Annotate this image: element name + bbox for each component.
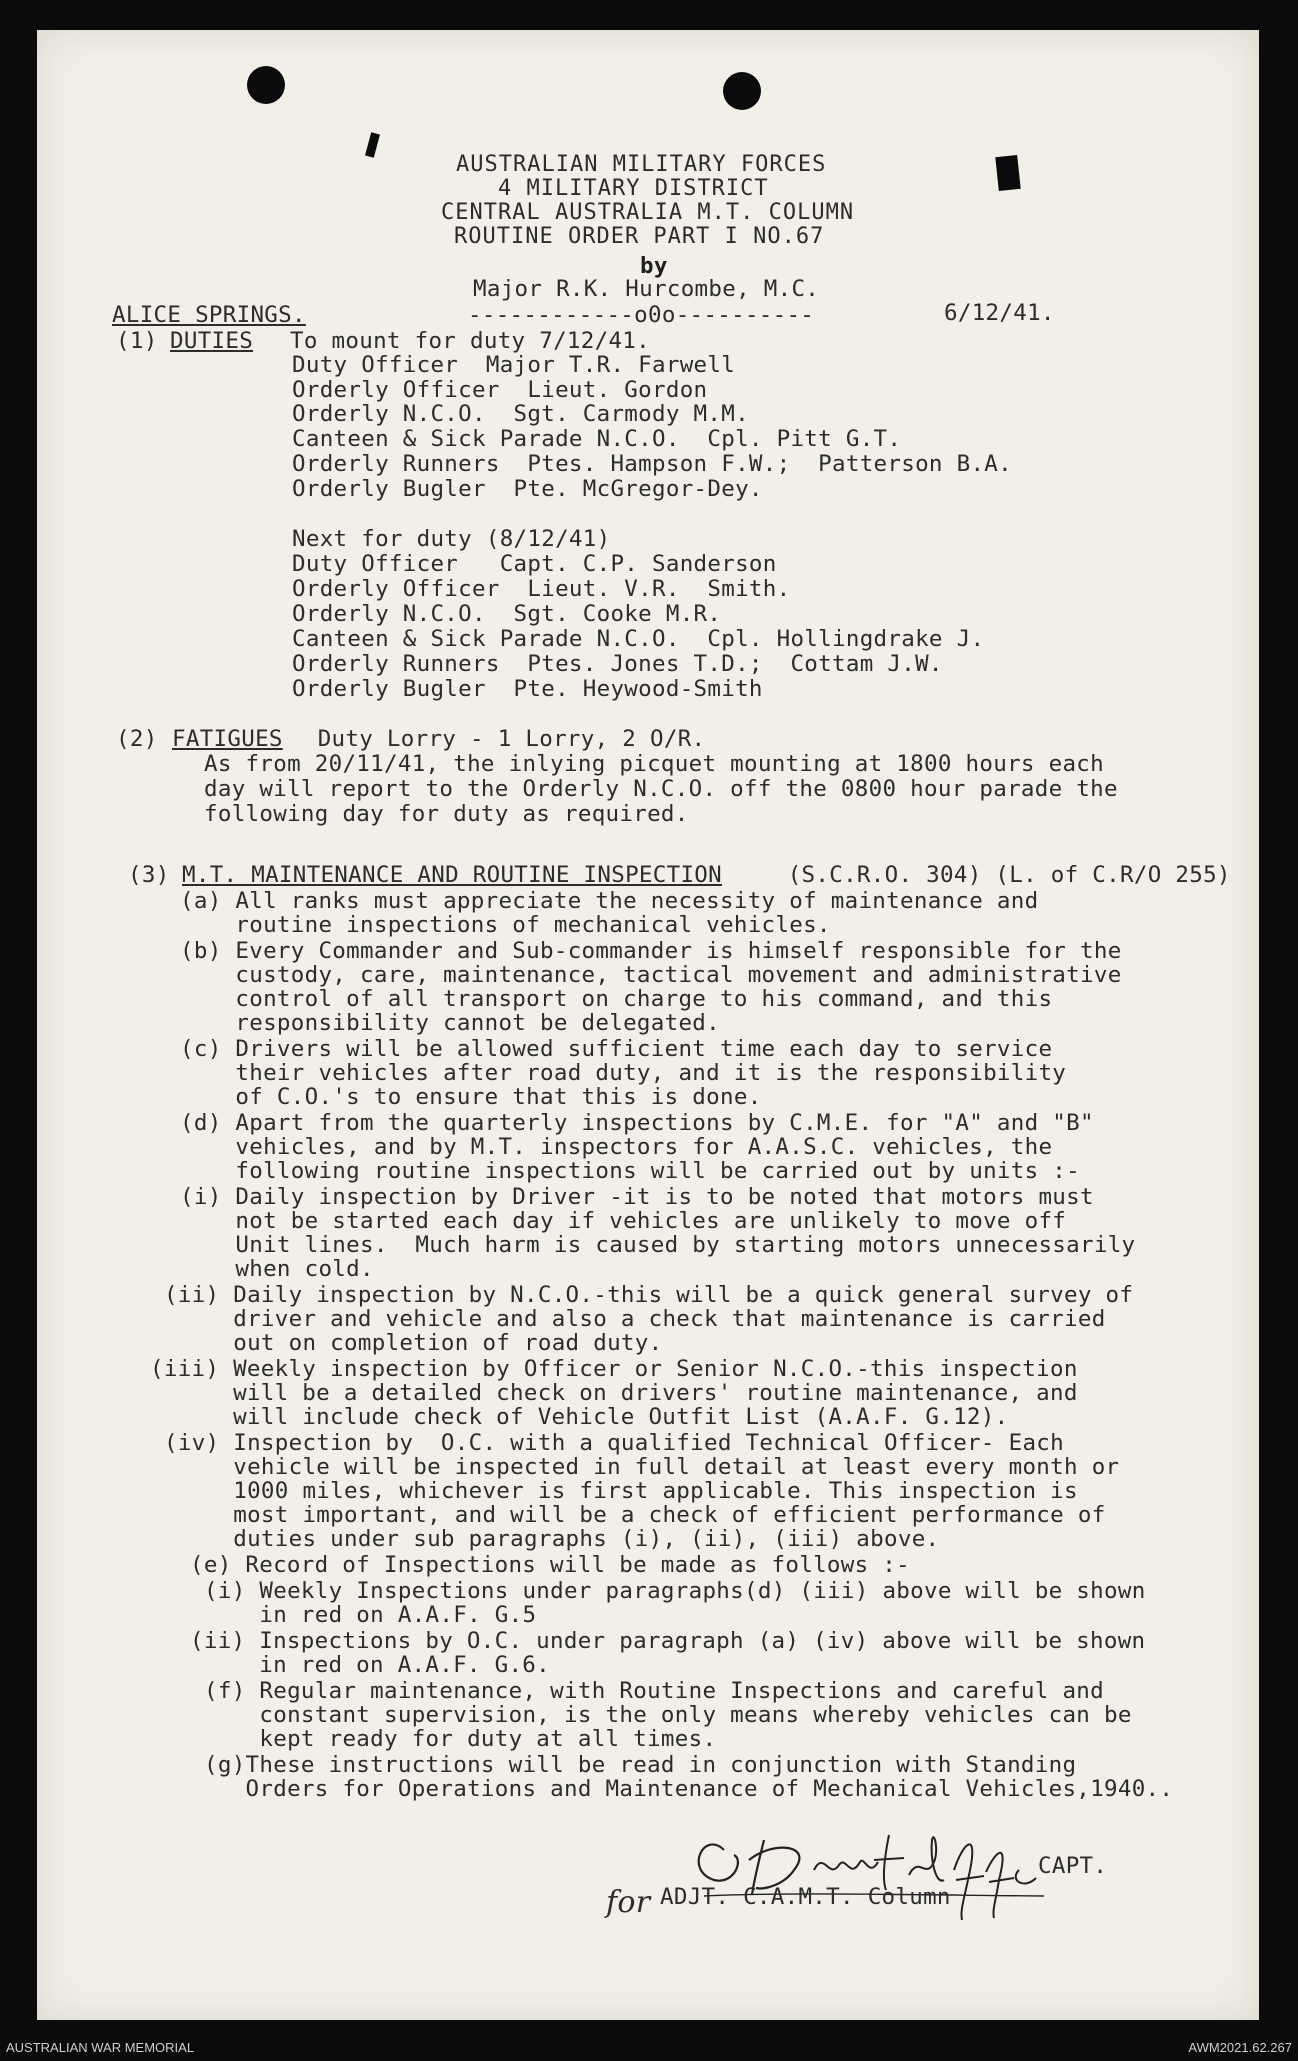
section-title: FATIGUES: [172, 726, 283, 752]
section-number: (3): [128, 862, 170, 888]
text-line: Duty Officer Major T.R. Farwell: [292, 352, 736, 378]
date: 6/12/41.: [944, 300, 1055, 326]
header-line: 4 MILITARY DISTRICT: [498, 176, 769, 201]
text-line: not be started each day if vehicles are unlikely to move off: [180, 1208, 1067, 1234]
header-by: by: [640, 253, 668, 279]
text-line: Duty Officer Capt. C.P. Sanderson: [292, 551, 777, 577]
text-line: vehicles, and by M.T. inspectors for A.A.S.C. vehicles, the: [180, 1134, 1053, 1160]
text-line: will include check of Vehicle Outfit List (A.A.F. G.12).: [150, 1404, 1009, 1430]
text-line: (g)These instructions will be read in conjunction with Standing: [204, 1752, 1077, 1778]
header-line: AUSTRALIAN MILITARY FORCES: [456, 152, 827, 177]
header-line: CENTRAL AUSTRALIA M.T. COLUMN: [441, 200, 855, 225]
text-line: vehicle will be inspected in full detail at least every month or: [164, 1454, 1120, 1480]
text-line: (iv) Inspection by O.C. with a qualified Technical Officer- Each: [164, 1430, 1064, 1456]
text-line: (e) Record of Inspections will be made as follows :-: [190, 1552, 910, 1578]
header-line: ROUTINE ORDER PART I NO.67: [454, 224, 825, 249]
text-line: Orderly N.C.O. Sgt. Carmody M.M.: [292, 401, 749, 427]
text-line: driver and vehicle and also a check that maintenance is carried: [164, 1306, 1106, 1332]
section-title: M.T. MAINTENANCE AND ROUTINE INSPECTION: [182, 862, 722, 888]
text-line: their vehicles after road duty, and it is the responsibility: [180, 1060, 1067, 1086]
text-line: will be a detailed check on drivers' routine maintenance, and: [150, 1380, 1078, 1406]
text-line: following routine inspections will be carried out by units :-: [180, 1158, 1080, 1184]
text-line: responsibility cannot be delegated.: [180, 1010, 720, 1036]
text-line: constant supervision, is the only means whereby vehicles can be: [204, 1702, 1132, 1728]
place: ALICE SPRINGS.: [112, 302, 306, 328]
paper-damage: [995, 155, 1020, 191]
text-line: (b) Every Commander and Sub-commander is himself responsible for the: [180, 938, 1122, 964]
text-line: Canteen & Sick Parade N.C.O. Cpl. Hollingdrake J.: [292, 626, 985, 652]
section-number: (2): [116, 726, 158, 752]
header-rule: ------------o0o----------: [468, 302, 815, 328]
text-line: To mount for duty 7/12/41.: [290, 328, 650, 354]
signature-for: for: [606, 1885, 651, 1920]
text-line: custody, care, maintenance, tactical movement and administrative: [180, 962, 1122, 988]
punch-hole-left: [247, 66, 285, 104]
text-line: (c) Drivers will be allowed sufficient time each day to service: [180, 1036, 1053, 1062]
text-line: kept ready for duty at all times.: [204, 1726, 717, 1752]
text-line: Orderly Bugler Pte. McGregor-Dey.: [292, 476, 763, 502]
text-line: control of all transport on charge to his command, and this: [180, 986, 1053, 1012]
text-line: Orderly N.C.O. Sgt. Cooke M.R.: [292, 601, 722, 627]
text-line: in red on A.A.F. G.6.: [190, 1652, 550, 1678]
section-reference: (S.C.R.O. 304) (L. of C.R/O 255): [760, 862, 1231, 888]
footer-institution: AUSTRALIAN WAR MEMORIAL: [6, 2040, 195, 2055]
text-line: Canteen & Sick Parade N.C.O. Cpl. Pitt G.T.: [292, 426, 902, 452]
signature-title: ADJT. C.A.M.T. Column: [660, 1884, 951, 1910]
text-line: (a) All ranks must appreciate the necessity of maintenance and: [180, 888, 1039, 914]
punch-hole-right: [723, 72, 761, 110]
text-line: 1000 miles, whichever is first applicable. This inspection is: [164, 1478, 1078, 1504]
text-line: of C.O.'s to ensure that this is done.: [180, 1084, 762, 1110]
text-line: Orderly Runners Ptes. Jones T.D.; Cottam J.W.: [292, 651, 943, 677]
text-line: (iii) Weekly inspection by Officer or Senior N.C.O.-this inspection: [150, 1356, 1078, 1382]
footer-accession: AWM2021.62.267: [1188, 2040, 1292, 2055]
header-author: Major R.K. Hurcombe, M.C.: [473, 276, 820, 302]
text-line: Unit lines. Much harm is caused by starting motors unnecessarily: [180, 1232, 1136, 1258]
text-line: (i) Weekly Inspections under paragraphs(d) (iii) above will be shown: [204, 1578, 1146, 1604]
text-line: Orderly Officer Lieut. V.R. Smith.: [292, 576, 791, 602]
text-line: following day for duty as required.: [204, 801, 689, 827]
text-line: As from 20/11/41, the inlying picquet mounting at 1800 hours each: [204, 751, 1104, 777]
text-line: Orderly Officer Lieut. Gordon: [292, 377, 708, 403]
text-line: (ii) Inspections by O.C. under paragraph (a) (iv) above will be shown: [190, 1628, 1146, 1654]
text-line: Orderly Bugler Pte. Heywood-Smith: [292, 676, 763, 702]
text-line: duties under sub paragraphs (i), (ii), (iii) above.: [164, 1526, 940, 1552]
text-line: (ii) Daily inspection by N.C.O.-this will be a quick general survey of: [164, 1282, 1134, 1308]
text-line: routine inspections of mechanical vehicles.: [180, 912, 831, 938]
text-line: Next for duty (8/12/41): [292, 526, 611, 552]
signature-rank: CAPT.: [1038, 1853, 1108, 1879]
text-line: (f) Regular maintenance, with Routine Inspections and careful and: [204, 1678, 1104, 1704]
text-line: out on completion of road duty.: [164, 1330, 663, 1356]
text-line: (i) Daily inspection by Driver -it is to be noted that motors must: [180, 1184, 1094, 1210]
section-number: (1): [116, 328, 158, 354]
section-title: DUTIES: [170, 328, 254, 354]
text-line: when cold.: [180, 1256, 374, 1282]
text-line: most important, and will be a check of efficient performance of: [164, 1502, 1106, 1528]
text-line: Orderly Runners Ptes. Hampson F.W.; Patterson B.A.: [292, 451, 1012, 477]
paper-damage: [365, 132, 380, 158]
text-line: Orders for Operations and Maintenance of Mechanical Vehicles,1940..: [204, 1776, 1174, 1802]
text-line: (d) Apart from the quarterly inspections by C.M.E. for "A" and "B": [180, 1110, 1094, 1136]
text-line: Duty Lorry - 1 Lorry, 2 O/R.: [290, 726, 706, 752]
text-line: in red on A.A.F. G.5: [204, 1602, 537, 1628]
text-line: day will report to the Orderly N.C.O. off the 0800 hour parade the: [204, 776, 1118, 802]
